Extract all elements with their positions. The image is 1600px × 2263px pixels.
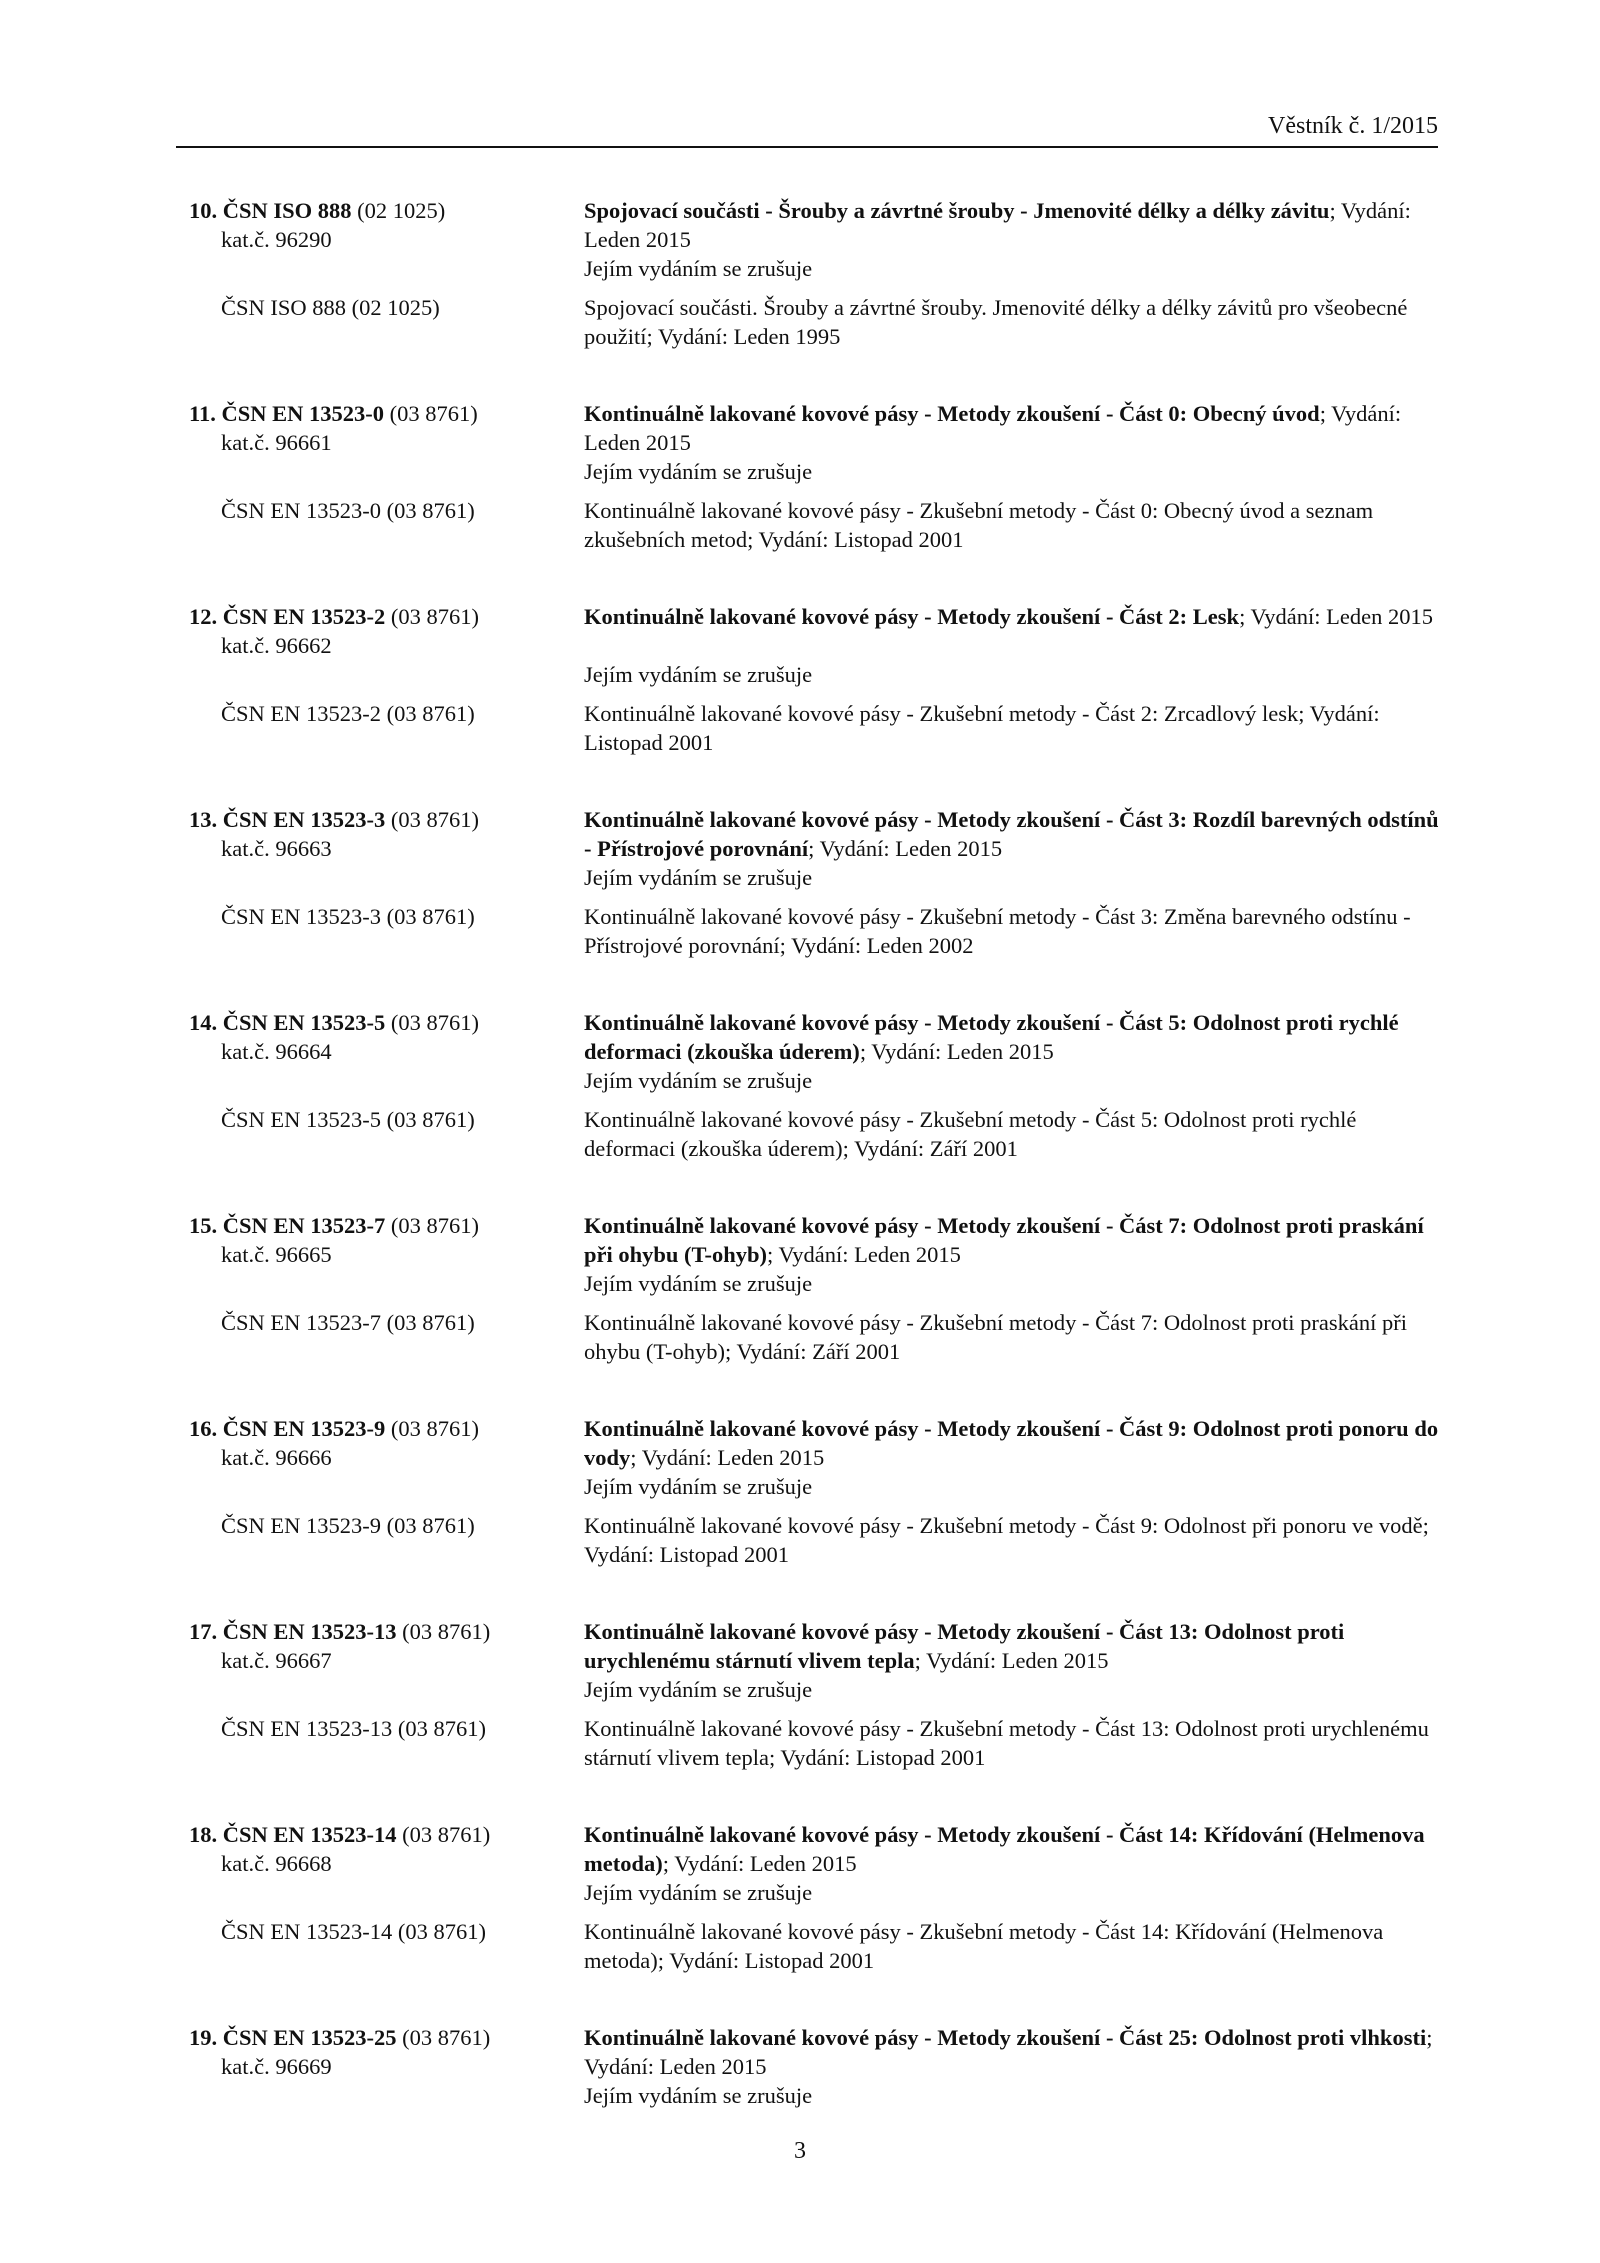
cancellation-note: Jejím vydáním se zrušuje (584, 1677, 813, 1702)
standard-title-block (584, 2023, 1444, 2081)
replaced-standard-title: Kontinuálně lakované kovové pásy - Zkušební metody - Část 7: Odolnost proti praskání při ohybu (T-ohyb); Vydání: Září 2001 (584, 1310, 1407, 1364)
standards-list (0, 196, 1600, 2226)
classification-code: (03 8761) (402, 1619, 491, 1644)
replaced-standard-code: ČSN EN 13523-13 (03 8761) (221, 1716, 486, 1741)
classification-code: (03 8761) (390, 1213, 480, 1238)
replaced-standard-title: Kontinuálně lakované kovové pásy - Zkušební metody - Část 14: Křídování (Helmenova metoda); Vydání: Listopad 2001 (584, 1919, 1384, 1973)
issue-date: ; Vydání: Leden 2015 (630, 1445, 825, 1470)
standard-code-line (189, 399, 478, 428)
standard-title: Kontinuálně lakované kovové pásy - Metody zkoušení - Část 0: Obecný úvod (584, 401, 1320, 426)
standard-title: Spojovací součásti - Šrouby a závrtné šrouby - Jmenovité délky a délky závitu (584, 198, 1330, 223)
classification-code: (03 8761) (390, 1010, 480, 1035)
cancellation-note: Jejím vydáním se zrušuje (584, 662, 813, 687)
entry-number: 19. (189, 2025, 218, 2050)
page-number: 3 (794, 2138, 806, 2164)
standard-code: ČSN EN 13523-25 (222, 2025, 397, 2050)
standard-code-line (189, 2023, 490, 2052)
standard-title-block (584, 1617, 1444, 1675)
standard-code-line (189, 1211, 479, 1240)
standard-title-block (584, 1211, 1444, 1269)
standard-title: Kontinuálně lakované kovové pásy - Metody zkoušení - Část 14: Křídování (Helmenova metoda) (584, 1822, 1425, 1876)
standard-code: ČSN EN 13523-9 (222, 1416, 386, 1441)
catalog-number: kat.č. 96668 (221, 1851, 332, 1876)
classification-code: (03 8761) (402, 2025, 491, 2050)
catalog-number: kat.č. 96661 (221, 430, 332, 455)
standard-entry (0, 602, 1600, 805)
replaced-standard-title: Kontinuálně lakované kovové pásy - Zkušební metody - Část 2: Zrcadlový lesk; Vydání: Listopad 2001 (584, 701, 1380, 755)
cancellation-note: Jejím vydáním se zrušuje (584, 1068, 813, 1093)
issue-date: ; Vydání: Leden 2015 (859, 1039, 1054, 1064)
replaced-standard-code: ČSN EN 13523-0 (03 8761) (221, 498, 475, 523)
issue-date: ; Vydání: Leden 2015 (808, 836, 1003, 861)
classification-code: (02 1025) (357, 198, 446, 223)
standard-title: Kontinuálně lakované kovové pásy - Metody zkoušení - Část 2: Lesk (584, 604, 1240, 629)
entry-number: 14. (189, 1010, 218, 1035)
replaced-standard-code: ČSN EN 13523-5 (03 8761) (221, 1107, 475, 1132)
replaced-standard-code: ČSN EN 13523-7 (03 8761) (221, 1310, 475, 1335)
standard-title-block (584, 602, 1444, 631)
issue-date: ; Vydání: Leden 2015 (1239, 604, 1433, 629)
standard-title: Kontinuálně lakované kovové pásy - Metody zkoušení - Část 13: Odolnost proti urychlenému stárnutí vlivem tepla (584, 1619, 1345, 1673)
standard-code-line (189, 1820, 490, 1849)
standard-entry (0, 399, 1600, 602)
standard-title-block (584, 1820, 1444, 1878)
standard-entry (0, 1617, 1600, 1820)
classification-code: (03 8761) (390, 807, 480, 832)
standard-title-block (584, 805, 1444, 863)
entry-number: 16. (189, 1416, 218, 1441)
standard-code: ČSN EN 13523-3 (222, 807, 386, 832)
replaced-standard-code: ČSN ISO 888 (02 1025) (221, 295, 440, 320)
standard-code-line (189, 805, 479, 834)
entry-number: 18. (189, 1822, 218, 1847)
standard-entry (0, 1414, 1600, 1617)
issue-date: ; Vydání: Leden 2015 (584, 401, 1402, 455)
standard-entry (0, 1008, 1600, 1211)
standard-title: Kontinuálně lakované kovové pásy - Metody zkoušení - Část 25: Odolnost proti vlhkosti (584, 2025, 1427, 2050)
replaced-standard-title: Kontinuálně lakované kovové pásy - Zkušební metody - Část 5: Odolnost proti rychlé deformaci (zkouška úderem); Vydání: Září 2001 (584, 1107, 1357, 1161)
standard-title-block (584, 1008, 1444, 1066)
bulletin-title: Věstník č. 1/2015 (1268, 113, 1438, 139)
catalog-number: kat.č. 96662 (221, 633, 332, 658)
entry-number: 17. (189, 1619, 218, 1644)
entry-number: 13. (189, 807, 218, 832)
catalog-number: kat.č. 96664 (221, 1039, 332, 1064)
standard-entry (0, 805, 1600, 1008)
standard-title: Kontinuálně lakované kovové pásy - Metody zkoušení - Část 7: Odolnost proti praskání při ohybu (T-ohyb) (584, 1213, 1424, 1267)
cancellation-note: Jejím vydáním se zrušuje (584, 2083, 813, 2108)
catalog-number: kat.č. 96663 (221, 836, 332, 861)
cancellation-note: Jejím vydáním se zrušuje (584, 459, 813, 484)
standard-code-line (189, 602, 479, 631)
cancellation-note: Jejím vydáním se zrušuje (584, 865, 813, 890)
standard-code: ČSN EN 13523-7 (222, 1213, 386, 1238)
standard-title-block (584, 196, 1444, 254)
issue-date: ; Vydání: Leden 2015 (662, 1851, 857, 1876)
standard-title: Kontinuálně lakované kovové pásy - Metody zkoušení - Část 5: Odolnost proti rychlé deformaci (zkouška úderem) (584, 1010, 1399, 1064)
standard-code: ČSN EN 13523-5 (222, 1010, 386, 1035)
classification-code: (03 8761) (390, 604, 480, 629)
standard-code: ČSN EN 13523-13 (222, 1619, 397, 1644)
standard-entry (0, 196, 1600, 399)
catalog-number: kat.č. 96669 (221, 2054, 332, 2079)
standard-entry (0, 1211, 1600, 1414)
standard-entry (0, 1820, 1600, 2023)
standard-title: Kontinuálně lakované kovové pásy - Metody zkoušení - Část 9: Odolnost proti ponoru do vody (584, 1416, 1439, 1470)
replaced-standard-code: ČSN EN 13523-3 (03 8761) (221, 904, 475, 929)
catalog-number: kat.č. 96667 (221, 1648, 332, 1673)
standard-code: ČSN EN 13523-2 (222, 604, 386, 629)
entry-number: 11. (189, 401, 216, 426)
classification-code: (03 8761) (390, 1416, 480, 1441)
replaced-standard-title: Spojovací součásti. Šrouby a závrtné šrouby. Jmenovité délky a délky závitů pro všeobecné použití; Vydání: Leden 1995 (584, 295, 1408, 349)
entry-number: 15. (189, 1213, 218, 1238)
replaced-standard-title: Kontinuálně lakované kovové pásy - Zkušební metody - Část 3: Změna barevného odstínu - Přístrojové porovnání; Vydání: Leden 2002 (584, 904, 1411, 958)
standard-code-line (189, 1617, 490, 1646)
cancellation-note: Jejím vydáním se zrušuje (584, 1880, 813, 1905)
entry-number: 12. (189, 604, 218, 629)
standard-entry (0, 2023, 1600, 2226)
classification-code: (03 8761) (402, 1822, 491, 1847)
cancellation-note: Jejím vydáním se zrušuje (584, 1271, 813, 1296)
standard-title-block (584, 399, 1444, 457)
replaced-standard-code: ČSN EN 13523-9 (03 8761) (221, 1513, 475, 1538)
replaced-standard-title: Kontinuálně lakované kovové pásy - Zkušební metody - Část 13: Odolnost proti urychlenému stárnutí vlivem tepla; Vydání: Listopad 2001 (584, 1716, 1429, 1770)
standard-code-line (189, 1414, 479, 1443)
classification-code: (03 8761) (389, 401, 478, 426)
standard-title-block (584, 1414, 1444, 1472)
replaced-standard-code: ČSN EN 13523-14 (03 8761) (221, 1919, 486, 1944)
catalog-number: kat.č. 96665 (221, 1242, 332, 1267)
issue-date: ; Vydání: Leden 2015 (767, 1242, 961, 1267)
issue-date: ; Vydání: Leden 2015 (584, 198, 1411, 252)
replaced-standard-title: Kontinuálně lakované kovové pásy - Zkušební metody - Část 0: Obecný úvod a seznam zkušebních metod; Vydání: Listopad 2001 (584, 498, 1374, 552)
catalog-number: kat.č. 96666 (221, 1445, 332, 1470)
issue-date: ; Vydání: Leden 2015 (914, 1648, 1109, 1673)
standard-code-line (189, 196, 445, 225)
replaced-standard-code: ČSN EN 13523-2 (03 8761) (221, 701, 475, 726)
replaced-standard-title: Kontinuálně lakované kovové pásy - Zkušební metody - Část 9: Odolnost při ponoru ve vodě; Vydání: Listopad 2001 (584, 1513, 1429, 1567)
issue-date: ; Vydání: Leden 2015 (584, 2025, 1433, 2079)
cancellation-note: Jejím vydáním se zrušuje (584, 1474, 813, 1499)
standard-code-line (189, 1008, 479, 1037)
standard-code: ČSN ISO 888 (222, 198, 352, 223)
page-header (176, 112, 1438, 148)
cancellation-note: Jejím vydáním se zrušuje (584, 256, 813, 281)
standard-code: ČSN EN 13523-14 (222, 1822, 397, 1847)
standard-code: ČSN EN 13523-0 (221, 401, 385, 426)
catalog-number: kat.č. 96290 (221, 227, 332, 252)
standard-title: Kontinuálně lakované kovové pásy - Metody zkoušení - Část 3: Rozdíl barevných odstínů - Přístrojové porovnání (584, 807, 1439, 861)
entry-number: 10. (189, 198, 218, 223)
